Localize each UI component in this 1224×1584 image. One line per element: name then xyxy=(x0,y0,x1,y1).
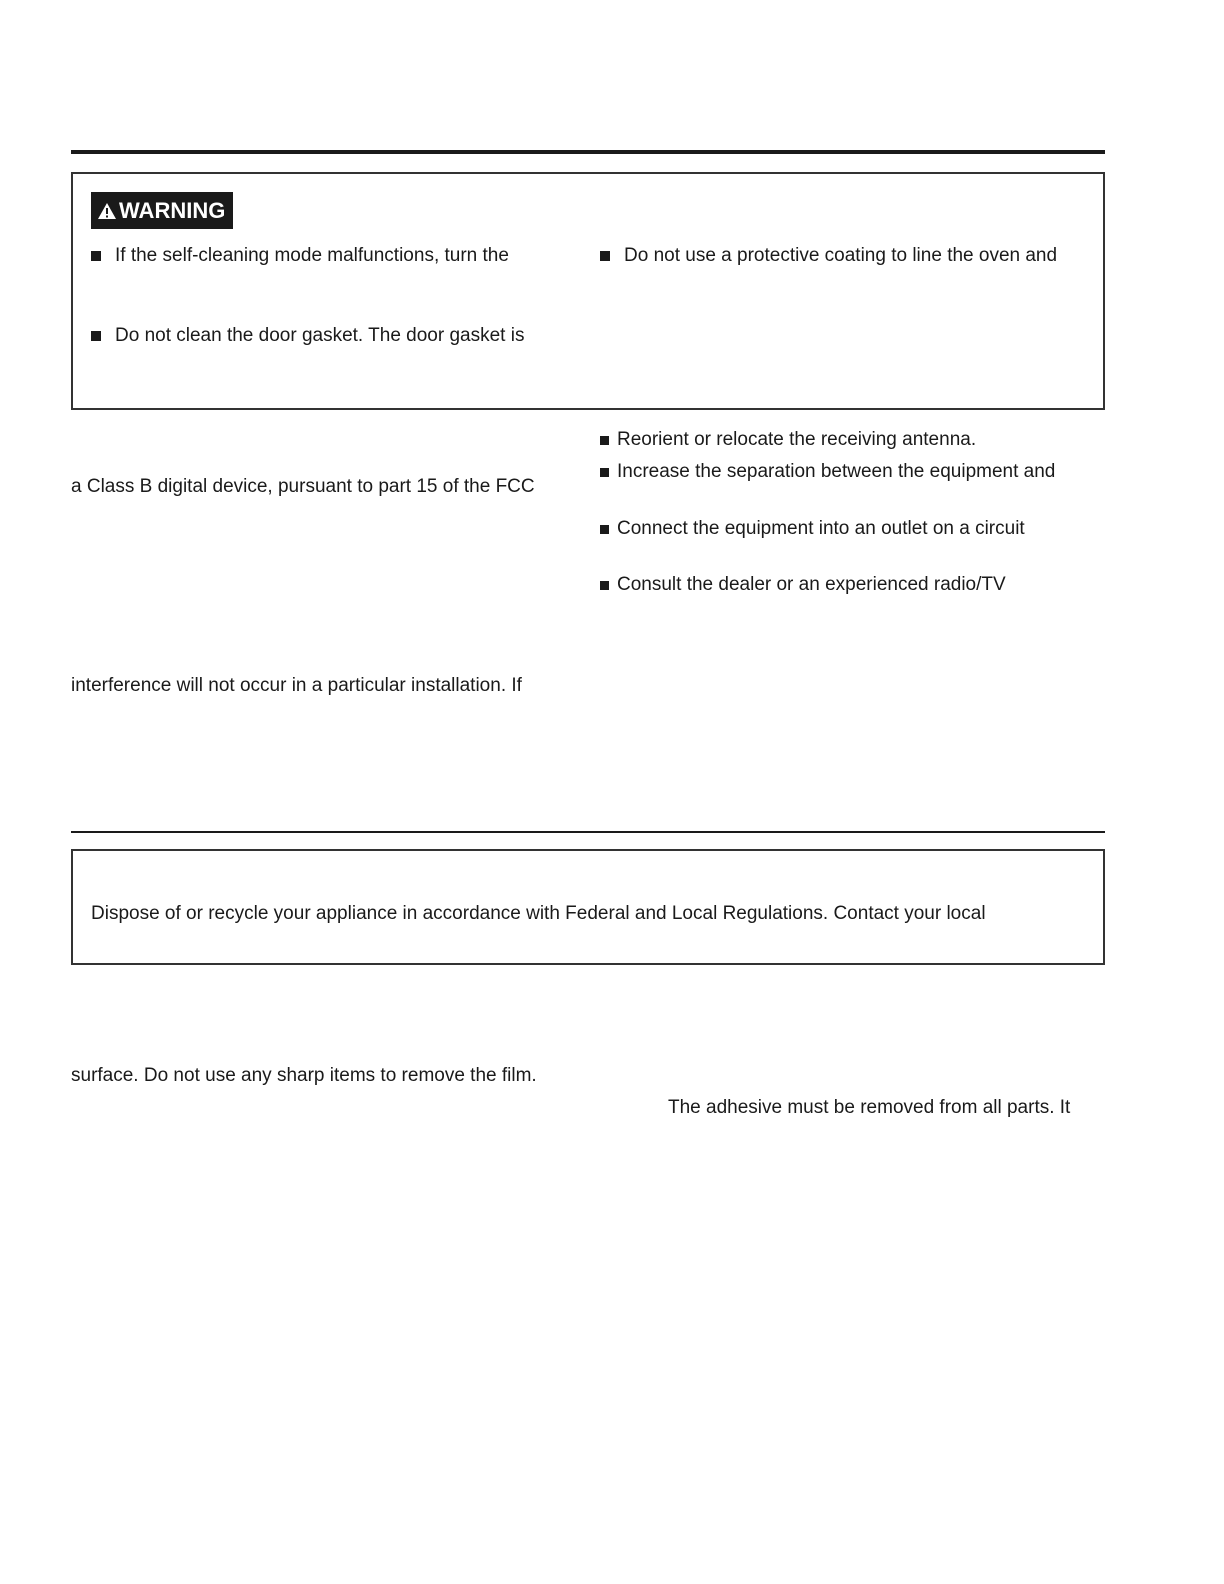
warning-item-text: Do not use a protective coating to line the oven and xyxy=(624,245,1058,266)
bullet-square-icon xyxy=(600,468,609,477)
bullet-square-icon xyxy=(600,251,610,261)
adhesive-text: The adhesive must be removed from all parts. It xyxy=(668,1097,1071,1118)
fcc-paragraph-line: interference will not occur in a particular installation. If xyxy=(71,675,522,696)
warning-item xyxy=(91,325,524,347)
warning-triangle-icon xyxy=(97,202,117,220)
fcc-list-item xyxy=(600,574,1006,596)
fcc-list-item xyxy=(600,518,1025,540)
warning-badge xyxy=(91,192,233,229)
bullet-square-icon xyxy=(600,436,609,445)
bullet-square-icon xyxy=(600,581,609,590)
fcc-list-item-text: Reorient or relocate the receiving antenna. xyxy=(617,429,977,450)
warning-item-text: If the self-cleaning mode malfunctions, turn the xyxy=(115,245,509,266)
bullet-square-icon xyxy=(600,525,609,534)
fcc-list-item-text: Connect the equipment into an outlet on a circuit xyxy=(617,518,1025,539)
warning-item-text: Do not clean the door gasket. The door gasket is xyxy=(115,325,525,346)
fcc-list-item-text: Increase the separation between the equipment and xyxy=(617,461,1056,482)
warning-badge-label: WARNING xyxy=(119,197,226,223)
section-divider-rule xyxy=(71,831,1105,833)
disposal-text: Dispose of or recycle your appliance in accordance with Federal and Local Regulations. Contact your local xyxy=(91,903,986,924)
fcc-list-item xyxy=(600,429,976,451)
protective-film-text: surface. Do not use any sharp items to remove the film. xyxy=(71,1065,537,1086)
fcc-list-item xyxy=(600,461,1055,483)
section-top-rule xyxy=(71,150,1105,154)
bullet-square-icon xyxy=(91,251,101,261)
bullet-square-icon xyxy=(91,331,101,341)
warning-item xyxy=(600,245,1057,267)
warning-item xyxy=(91,245,509,267)
fcc-paragraph-line: a Class B digital device, pursuant to part 15 of the FCC xyxy=(71,476,535,497)
fcc-list-item-text: Consult the dealer or an experienced radio/TV xyxy=(617,574,1006,595)
